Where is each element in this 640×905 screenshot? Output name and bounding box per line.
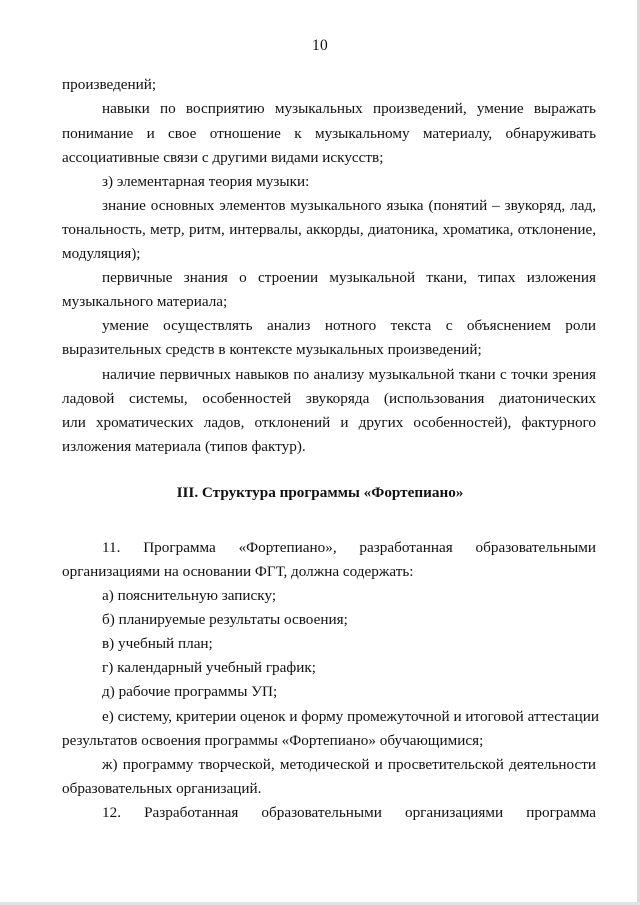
text-line: навыки по восприятию музыкальных произведений, умение выражать	[102, 100, 596, 117]
text-line: понимание и свое отношение к музыкальному материалу, обнаруживать	[62, 125, 596, 142]
list-item: г) календарный учебный график;	[102, 659, 316, 676]
text-line: 12. Разработанная образовательными организациями программа	[102, 804, 596, 821]
section-heading: III. Структура программы «Фортепиано»	[176, 484, 464, 501]
text-line: результатов освоения программы «Фортепиано» обучающимися;	[62, 732, 484, 749]
list-item: е) систему, критерии оценок и форму промежуточной и итоговой аттестации	[102, 708, 599, 725]
text-line: первичные знания о строении музыкальной ткани, типах изложения	[102, 269, 596, 286]
list-item: в) учебный план;	[102, 635, 213, 652]
text-line: наличие первичных навыков по анализу музыкальной ткани с точки зрения	[102, 366, 596, 383]
text-line: или хроматических ладов, отклонений и других особенностей), фактурного	[62, 414, 596, 431]
page-number: 10	[311, 37, 329, 54]
text-line: модуляция);	[62, 245, 141, 262]
text-line: изложения материала (типов фактур).	[62, 438, 306, 455]
list-item: д) рабочие программы УП;	[102, 683, 278, 700]
text-line: ассоциативные связи с другими видами искусств;	[62, 149, 384, 166]
text-line: произведений;	[62, 76, 157, 93]
text-line: тональность, метр, ритм, интервалы, аккорды, диатоника, хроматика, отклонение,	[62, 221, 596, 238]
list-item: а) пояснительную записку;	[102, 587, 277, 604]
text-line: выразительных средств в контексте музыкальных произведений;	[62, 341, 482, 358]
text-line: ладовой системы, особенностей звукоряда (использования диатонических	[62, 390, 596, 407]
list-item: б) планируемые результаты освоения;	[102, 611, 348, 628]
text-line: музыкального материала;	[62, 293, 228, 310]
text-line: знание основных элементов музыкального языка (понятий – звукоряд, лад,	[102, 197, 596, 214]
text-line: умение осуществлять анализ нотного текста с объяснением роли	[102, 317, 596, 334]
text-line: организациями на основании ФГТ, должна содержать:	[62, 563, 414, 580]
text-line: з) элементарная теория музыки:	[102, 173, 310, 190]
text-line: образовательных организаций.	[62, 780, 262, 797]
list-item: ж) программу творческой, методической и просветительской деятельности	[102, 756, 596, 773]
text-line: 11. Программа «Фортепиано», разработанная образовательными	[102, 539, 596, 556]
